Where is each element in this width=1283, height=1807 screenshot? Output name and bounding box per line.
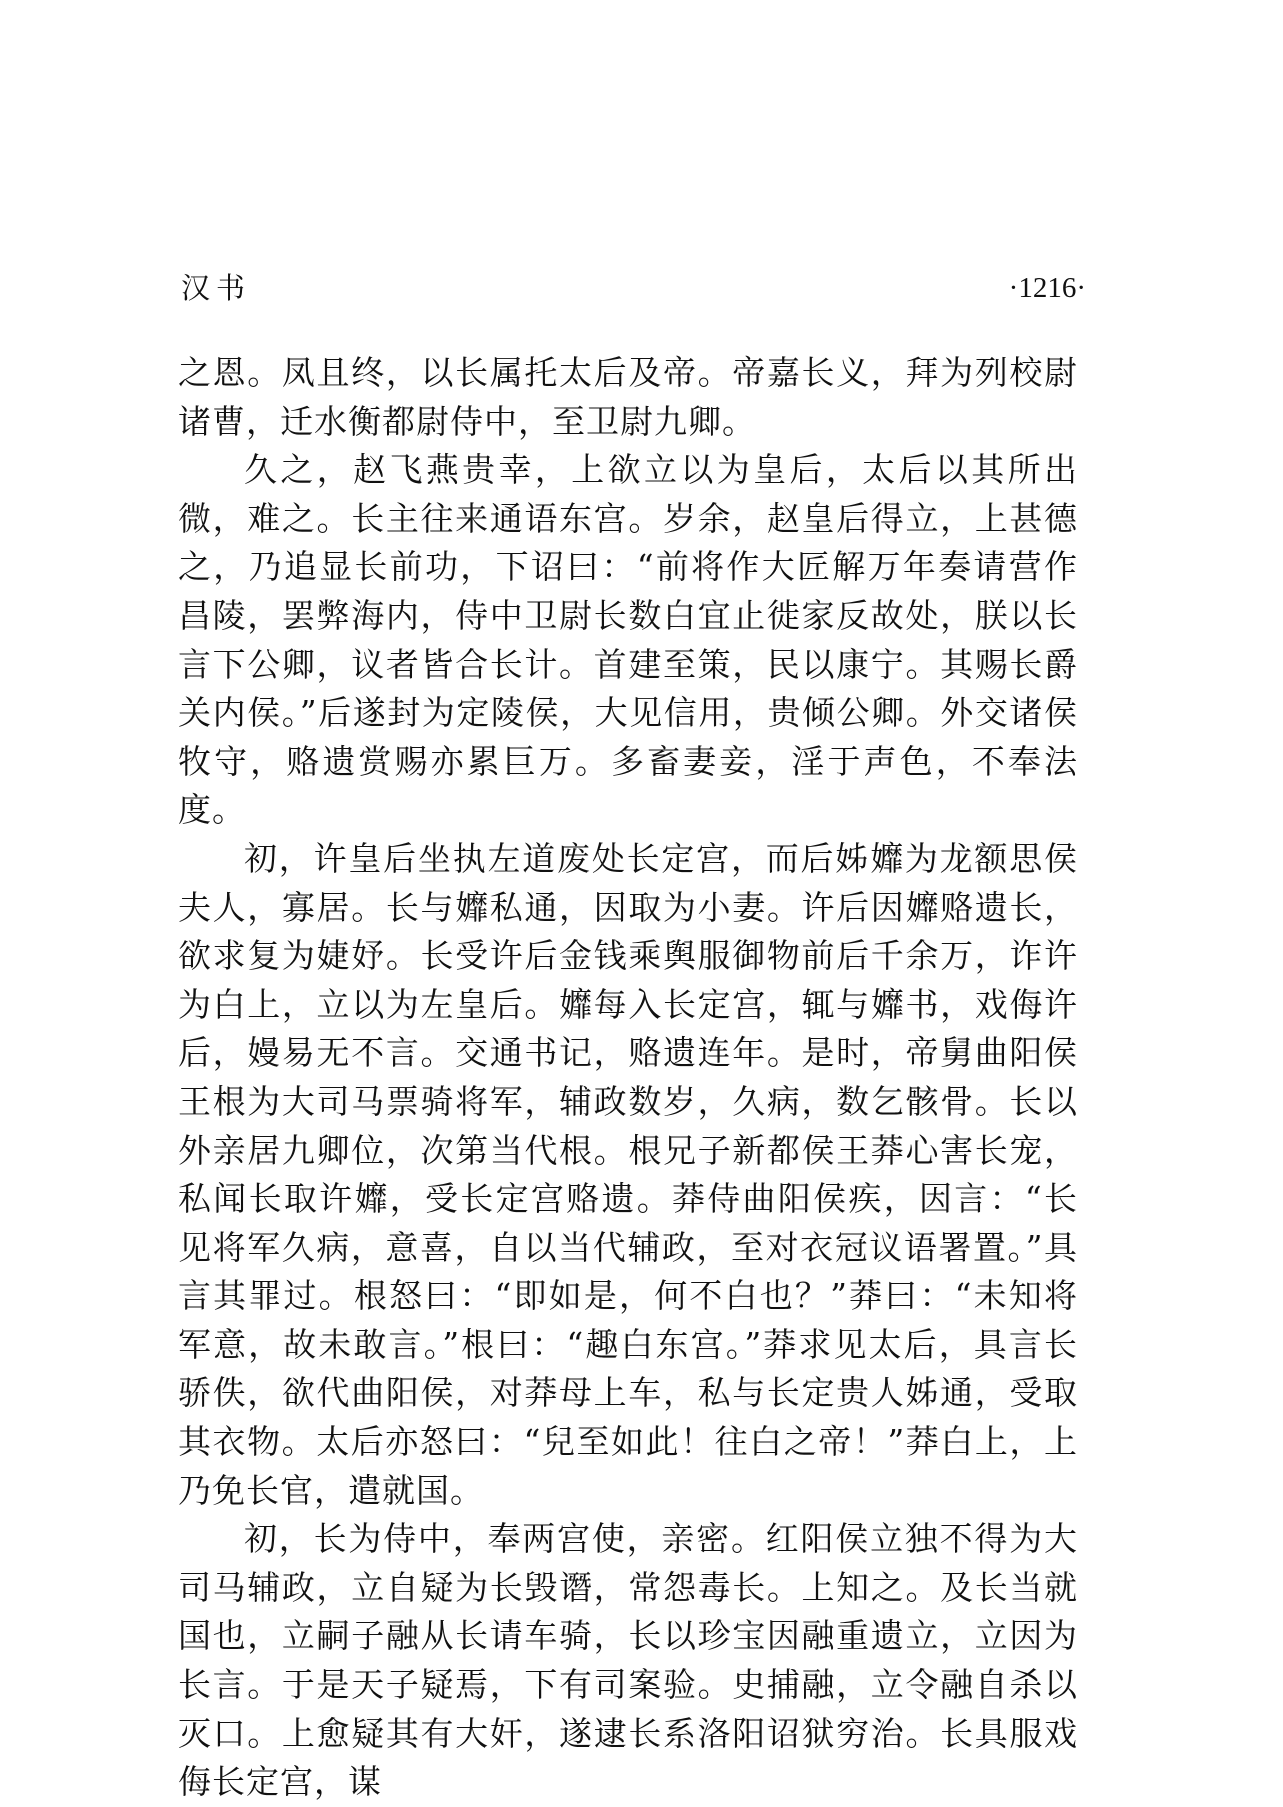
paragraph-3: 初，许皇后坐执左道废处长定宫，而后姊孊为龙额思侯夫人，寡居。长与孊私通，因取为小妻。许后因孊赂遗长，欲求复为婕妤。长受许后金钱乘舆服御物前后千余万，诈许为白上，立以为左皇后。孊每入长定宫，辄与孊书，戏侮许后，嫚易无不言。交通书记，赂遗连年。是时，帝舅曲阳侯王根为大司马票骑将军，辅政数岁，久病，数乞骸骨。长以外亲居九卿位，次第当代根。根兄子新都侯王莽心害长宠，私闻长取许孊，受长定宫赂遗。莽侍曲阳侯疾，因言：“长见将军久病，意喜，自以当代辅政，至对衣冠议语署置。”具言其罪过。根怒曰：“即如是，何不白也？”莽曰：“未知将军意，故未敢言。”根曰：“趣白东宫。”莽求见太后，具言长骄佚，欲代曲阳侯，对莽母上车，私与长定贵人姊通，受取其衣物。太后亦怒曰：“兒至如此！往白之帝！”莽白上，上乃免长官，遣就国。 [178,838,1078,1510]
body-text [178,349,1078,1807]
paragraph-4: 初，长为侍中，奉两宫使，亲密。红阳侯立独不得为大司马辅政，立自疑为长毁谮，常怨毒长。上知之。及长当就国也，立嗣子融从长请车骑，长以珍宝因融重遗立，立因为长言。于是天子疑焉，下有司案验。史捕融，立令融自杀以灭口。上愈疑其有大奸，遂逮长系洛阳诏狱穷治。长具服戏侮长定宫，谋 [178,1519,1078,1802]
running-title: 汉书 [181,271,252,305]
paragraph-1: 之恩。凤且终，以长属托太后及帝。帝嘉长义，拜为列校尉诸曹，迁水衡都尉侍中，至卫尉九卿。 [178,353,1078,441]
page-number: ·1216· [1008,272,1086,304]
paragraph-2: 久之，赵飞燕贵幸，上欲立以为皇后，太后以其所出微，难之。长主往来通语东宫。岁余，赵皇后得立，上甚德之，乃追显长前功，下诏曰：“前将作大匠解万年奏请营作昌陵，罢弊海内，侍中卫尉长数白宜止徙家反故处，朕以长言下公卿，议者皆合长计。首建至策，民以康宁。其赐长爵关内侯。”后遂封为定陵侯，大见信用，贵倾公卿。外交诸侯牧守，赂遗赏赐亦累巨万。多畜妻妾，淫于声色，不奉法度。 [178,450,1078,830]
